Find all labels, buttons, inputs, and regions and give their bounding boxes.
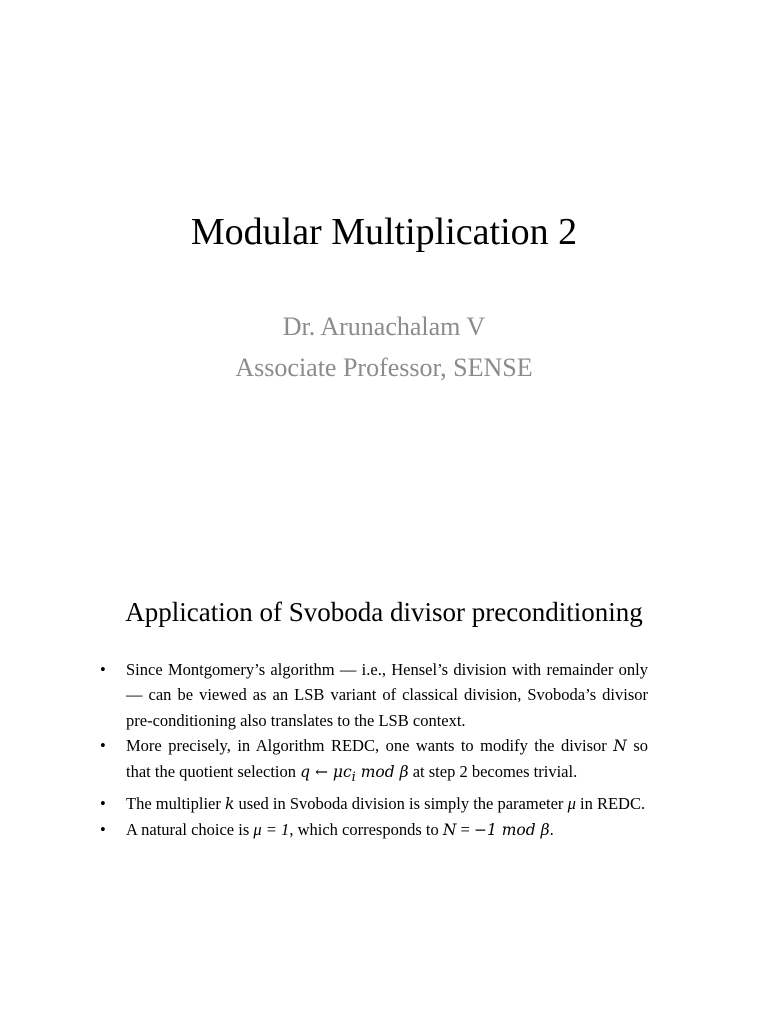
math-mu-equals-one: μ = 1 <box>253 819 290 839</box>
bullet-text: in REDC. <box>575 793 646 813</box>
bullet-text: . <box>549 819 554 839</box>
list-item <box>98 657 648 733</box>
list-item <box>98 733 648 791</box>
author-name: Dr. Arunachalam V <box>282 312 486 341</box>
list-item <box>98 791 648 817</box>
bullet-text: so that the quotient selection <box>126 735 648 782</box>
math-equals: = <box>456 819 474 839</box>
math-N: N <box>613 736 627 755</box>
bullet-text: at step 2 becomes trivial. <box>408 762 578 782</box>
bullet-text: The multiplier <box>126 793 225 813</box>
bullet-text: used in Svoboda division is simply the parameter <box>234 793 568 813</box>
author-position: Associate Professor, SENSE <box>235 353 533 382</box>
math-N: N <box>442 820 457 839</box>
bullet-text: More precisely, in Algorithm REDC, one wants to modify the divisor <box>126 735 614 755</box>
slide-title: Application of Svoboda divisor preconditioning <box>125 597 643 627</box>
bullet-list <box>98 657 648 843</box>
bullet-text: , which corresponds to <box>289 819 443 839</box>
math-minus-one-mod-beta: −1 mod β <box>473 820 550 839</box>
bullet-icon: • <box>100 660 106 679</box>
list-item <box>98 817 648 843</box>
bullet-icon: • <box>100 735 106 755</box>
bullet-text: A natural choice is <box>126 819 254 839</box>
math-k: k <box>224 794 235 813</box>
math-quotient: q ← $\mu c_i$ mod β <box>300 763 409 786</box>
math-mu: μ <box>567 793 576 813</box>
content-slide <box>0 512 768 1024</box>
bullet-text: Since Montgomery’s algorithm — i.e., Hensel’s division with remainder only — can be viewed as an LSB variant of classical division, Svoboda’s divisor pre-conditioning also translates to the LSB context. <box>126 660 648 730</box>
bullet-icon: • <box>100 819 106 839</box>
presentation-title: Modular Multiplication 2 <box>190 211 578 253</box>
bullet-icon: • <box>100 793 106 813</box>
